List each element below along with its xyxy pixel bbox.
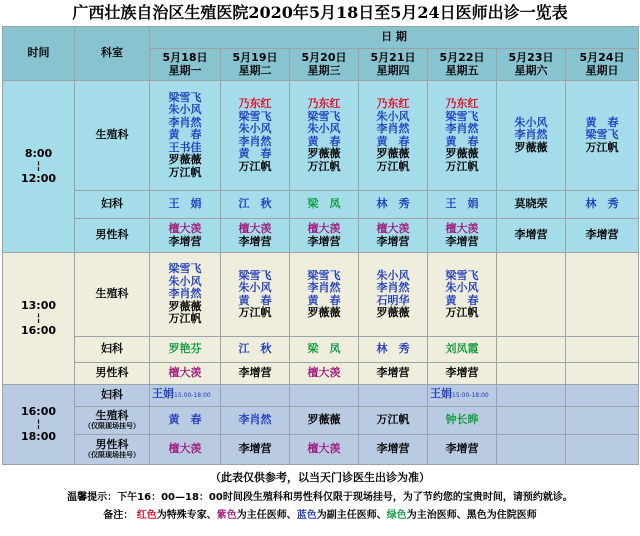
dept-gynecology: 妇科 <box>75 191 150 219</box>
legend-color-label: 黑色 <box>466 510 487 521</box>
doctor-name <box>428 343 496 356</box>
doctor-label: 刘凤霞 <box>445 342 479 356</box>
schedule-cell <box>566 363 639 385</box>
schedule-cell <box>566 385 639 407</box>
doctor-name <box>359 198 427 211</box>
doctor-label: 梁雪飞 <box>168 262 202 276</box>
doctor-name <box>290 161 358 174</box>
doctor-label: 李增营 <box>376 442 410 456</box>
doctor-label: 黄 春 <box>238 293 272 307</box>
schedule-cell <box>150 337 221 363</box>
doctor-label: 梁雪飞 <box>238 268 272 282</box>
day-header-2 <box>290 49 359 81</box>
doctor-label: 梁 凤 <box>307 342 341 356</box>
doctor-label: 乃东红 <box>238 97 272 110</box>
schedule-cell <box>221 385 290 407</box>
doctor-label: 李增营 <box>514 228 548 242</box>
dept-reproduction: 生殖科 <box>75 253 150 337</box>
doctor-label: 李增营 <box>307 234 341 248</box>
schedule-cell <box>359 191 428 219</box>
doctor-label: 万江帆 <box>168 165 202 179</box>
doctor-label: 黄 春 <box>445 134 479 148</box>
time-end: 12:00 <box>20 171 56 185</box>
doctor-label: 罗薇薇 <box>168 153 202 167</box>
day-header-1 <box>221 49 290 81</box>
schedule-cell <box>290 253 359 337</box>
schedule-cell <box>150 191 221 219</box>
doctor-name <box>497 142 565 155</box>
doctor-name <box>566 198 638 211</box>
schedule-cell <box>359 337 428 363</box>
doctor-label: 乃东红 <box>445 97 479 110</box>
doctor-label: 李增营 <box>168 234 202 248</box>
doctor-name <box>497 198 565 211</box>
day-header-4 <box>428 49 497 81</box>
doctor-label: 黄 春 <box>376 134 410 148</box>
time-start: 13:00 <box>20 298 56 312</box>
day-date: 5月20日 <box>301 51 347 64</box>
doctor-label: 李增营 <box>238 234 272 248</box>
doctor-label: 梁雪飞 <box>168 90 202 104</box>
doctor-label: 罗薇薇 <box>168 299 202 313</box>
doctor-name <box>359 443 427 456</box>
legend-suffix: 为住院医师 <box>486 510 537 521</box>
schedule-cell <box>150 385 221 407</box>
doctor-label: 檀大羡 <box>168 442 202 456</box>
doctor-label: 朱小风 <box>307 122 341 135</box>
day-date: 5月18日 <box>162 51 208 64</box>
schedule-cell <box>566 191 639 219</box>
legend-color-label: 绿色 <box>386 510 407 521</box>
schedule-cell <box>497 407 566 435</box>
schedule-cell <box>359 435 428 465</box>
schedule-cell <box>221 435 290 465</box>
doctor-label: 黄 春 <box>238 147 272 160</box>
schedule-cell <box>428 191 497 219</box>
schedule-cell <box>221 407 290 435</box>
doctor-name <box>359 343 427 356</box>
time-end: 18:00 <box>20 429 56 443</box>
doctor-label: 王 娟 <box>445 197 479 211</box>
dept-gynecology: 妇科 <box>75 385 150 407</box>
doctor-label: 李增营 <box>585 228 619 242</box>
doctor-name <box>428 388 496 403</box>
doctor-name <box>428 443 496 456</box>
day-weekday: 星期二 <box>238 63 272 77</box>
doctor-label: 黄 春 <box>168 413 202 427</box>
doctor-name <box>150 313 220 326</box>
schedule-cell <box>290 385 359 407</box>
doctor-name <box>221 198 289 211</box>
doctor-label: 黄 春 <box>168 128 202 142</box>
schedule-cell <box>566 337 639 363</box>
legend-suffix: 为特殊专家、 <box>156 510 217 521</box>
doctor-name <box>221 161 289 174</box>
doctor-label: 檀大羡 <box>307 366 341 380</box>
day-date: 5月23日 <box>508 51 554 64</box>
day-header-5 <box>497 49 566 81</box>
doctor-label: 檀大羡 <box>168 366 202 380</box>
schedule-cell <box>428 81 497 191</box>
doctor-label: 万江帆 <box>445 159 479 173</box>
doctor-name <box>150 236 220 249</box>
doctor-label: 李肖然 <box>445 122 479 135</box>
doctor-name <box>359 236 427 249</box>
doctor-label: 朱小风 <box>514 115 548 129</box>
schedule-cell <box>497 81 566 191</box>
doctor-name <box>428 307 496 320</box>
time-start: 8:00 <box>24 146 53 160</box>
doctor-label: 万江帆 <box>376 159 410 173</box>
doctor-label: 万江帆 <box>307 159 341 173</box>
time-sep: ¦ <box>36 311 41 325</box>
doctor-label: 罗薇薇 <box>376 306 410 319</box>
doctor-label: 朱小风 <box>168 103 202 117</box>
footer-tip: 温馨提示：下午16：00—18：00时间段生殖科和男性科仅限于现场挂号，为了节约您的宝贵时间，请预约就诊。 <box>67 492 573 503</box>
doctor-label: 李肖然 <box>376 281 410 294</box>
doctor-label: 檀大羡 <box>307 222 341 235</box>
schedule-cell <box>150 363 221 385</box>
dept-gynecology: 妇科 <box>75 337 150 363</box>
doctor-name <box>290 198 358 211</box>
doctor-label: 罗薇薇 <box>514 140 548 154</box>
day-weekday: 星期五 <box>445 63 479 77</box>
doctor-name <box>428 198 496 211</box>
day-date: 5月21日 <box>370 51 416 64</box>
doctor-label: 罗薇薇 <box>307 306 341 319</box>
doctor-label: 梁雪飞 <box>585 128 619 142</box>
schedule-cell <box>428 219 497 253</box>
schedule-cell <box>497 191 566 219</box>
doctor-label: 檀大羡 <box>168 222 202 235</box>
day-weekday: 星期一 <box>168 63 202 77</box>
doctor-label: 罗薇薇 <box>445 147 479 160</box>
schedule-cell <box>359 253 428 337</box>
doctor-label: 梁雪飞 <box>445 109 479 123</box>
doctor-label: 黄 春 <box>585 115 619 129</box>
legend-color-label: 红色 <box>136 510 157 521</box>
footer-note: （此表仅供参考，以当天门诊医生出诊为准） <box>210 471 430 484</box>
time-morning <box>3 81 75 253</box>
doctor-label: 李增营 <box>445 234 479 248</box>
doctor-name <box>566 229 638 242</box>
doctor-label: 李肖然 <box>238 413 272 427</box>
dept-label: 男性科 <box>95 437 129 451</box>
schedule-cell <box>428 435 497 465</box>
doctor-name <box>428 161 496 174</box>
doctor-label: 万江帆 <box>238 306 272 319</box>
schedule-cell <box>290 81 359 191</box>
doctor-label: 梁雪飞 <box>307 109 341 123</box>
schedule-cell <box>566 435 639 465</box>
dept-andrology <box>75 435 150 465</box>
time-sep: ¦ <box>36 159 41 173</box>
schedule-cell <box>359 81 428 191</box>
doctor-label: 黄 春 <box>445 293 479 307</box>
doctor-name <box>290 443 358 456</box>
doctor-label: 檀大羡 <box>307 442 341 456</box>
doctor-label: 罗薇薇 <box>376 147 410 160</box>
doctor-label: 王娟 <box>430 387 452 401</box>
legend-color-label: 蓝色 <box>296 510 317 521</box>
doctor-label: 朱小风 <box>238 281 272 294</box>
footer-legend <box>0 507 640 525</box>
doctor-name <box>221 307 289 320</box>
doctor-name <box>566 142 638 155</box>
doctor-label: 梁雪飞 <box>307 268 341 282</box>
time-sep: ¦ <box>36 417 41 431</box>
time-end: 16:00 <box>20 323 56 337</box>
doctor-label: 莫晓荣 <box>514 197 548 211</box>
doctor-label: 万江帆 <box>376 413 410 427</box>
doctor-label: 朱小风 <box>376 109 410 123</box>
doctor-name <box>290 343 358 356</box>
doctor-label: 乃东红 <box>376 97 410 110</box>
doctor-label: 李肖然 <box>168 287 202 301</box>
schedule-cell <box>290 407 359 435</box>
schedule-cell <box>150 81 221 191</box>
time-header: 时间 <box>3 27 75 81</box>
doctor-time: 15:00-18:00 <box>174 392 211 400</box>
schedule-cell <box>428 253 497 337</box>
day-header-6 <box>566 49 639 81</box>
doctor-label: 李增营 <box>376 234 410 248</box>
schedule-cell <box>221 219 290 253</box>
doctor-name <box>497 229 565 242</box>
doctor-label: 李增营 <box>445 366 479 380</box>
doctor-label: 万江帆 <box>445 306 479 319</box>
schedule-cell <box>221 363 290 385</box>
schedule-cell <box>221 337 290 363</box>
doctor-name <box>359 414 427 427</box>
doctor-name <box>359 307 427 320</box>
day-weekday: 星期日 <box>585 63 619 77</box>
schedule-cell <box>290 363 359 385</box>
time-evening <box>3 385 75 465</box>
schedule-cell <box>150 435 221 465</box>
day-header-3 <box>359 49 428 81</box>
schedule-cell <box>497 385 566 407</box>
doctor-label: 罗艳芬 <box>168 342 202 356</box>
doctor-label: 檀大羡 <box>445 222 479 235</box>
doctor-label: 李增营 <box>445 442 479 456</box>
doctor-name <box>290 367 358 380</box>
doctor-time: 15:00-18:00 <box>452 392 489 400</box>
day-date: 5月24日 <box>579 51 625 64</box>
doctor-label: 王书佳 <box>168 140 202 154</box>
doctor-label: 李增营 <box>238 442 272 456</box>
legend-suffix: 为副主任医师、 <box>316 510 387 521</box>
doctor-label: 李肖然 <box>238 134 272 148</box>
doctor-label: 江 秋 <box>238 197 272 211</box>
day-date: 5月19日 <box>232 51 278 64</box>
schedule-cell <box>290 337 359 363</box>
doctor-name <box>359 367 427 380</box>
doctor-name <box>428 414 496 427</box>
doctor-label: 李肖然 <box>307 281 341 294</box>
doctor-name <box>150 443 220 456</box>
schedule-cell <box>359 407 428 435</box>
doctor-label: 钟长晔 <box>445 413 479 427</box>
legend-suffix: 为主治医师、 <box>406 510 467 521</box>
doctor-name <box>428 236 496 249</box>
schedule-cell <box>221 191 290 219</box>
doctor-label: 罗薇薇 <box>307 147 341 160</box>
doctor-label: 朱小风 <box>168 274 202 288</box>
doctor-name <box>221 414 289 427</box>
date-group-header: 日 期 <box>150 27 639 49</box>
doctor-label: 石明华 <box>376 293 410 307</box>
day-header-0 <box>150 49 221 81</box>
legend-color-label: 紫色 <box>216 510 237 521</box>
schedule-cell <box>566 407 639 435</box>
doctor-name <box>428 367 496 380</box>
doctor-label: 檀大羡 <box>376 222 410 235</box>
schedule-cell <box>566 219 639 253</box>
schedule-cell <box>150 407 221 435</box>
dept-andrology: 男性科 <box>75 219 150 253</box>
doctor-label: 罗薇薇 <box>307 413 341 427</box>
schedule-cell <box>290 219 359 253</box>
doctor-label: 李增营 <box>376 366 410 380</box>
schedule-cell <box>428 363 497 385</box>
doctor-name <box>150 388 220 403</box>
doctor-name <box>221 367 289 380</box>
dept-sub: （仅限现场挂号） <box>84 451 140 460</box>
doctor-label: 李肖然 <box>514 128 548 142</box>
schedule-cell <box>359 385 428 407</box>
doctor-label: 万江帆 <box>238 159 272 173</box>
day-weekday: 星期六 <box>514 63 548 77</box>
doctor-label: 乃东红 <box>307 97 341 110</box>
doctor-label: 黄 春 <box>307 134 341 148</box>
doctor-name <box>150 198 220 211</box>
day-date: 5月22日 <box>439 51 485 64</box>
doctor-name <box>150 167 220 180</box>
schedule-table <box>2 26 639 465</box>
doctor-label: 王 娟 <box>168 197 202 211</box>
schedule-cell <box>566 81 639 191</box>
doctor-name <box>221 443 289 456</box>
doctor-name <box>290 307 358 320</box>
doctor-label: 梁 凤 <box>307 197 341 211</box>
doctor-label: 江 秋 <box>238 342 272 356</box>
doctor-label: 李肖然 <box>376 122 410 135</box>
doctor-label: 万江帆 <box>585 140 619 154</box>
doctor-label: 朱小风 <box>376 268 410 282</box>
doctor-name <box>150 367 220 380</box>
doctor-label: 林 秀 <box>376 342 410 356</box>
schedule-cell <box>497 219 566 253</box>
doctor-label: 林 秀 <box>585 197 619 211</box>
doctor-label: 万江帆 <box>168 312 202 326</box>
schedule-cell <box>497 363 566 385</box>
dept-reproduction <box>75 407 150 435</box>
schedule-cell <box>497 337 566 363</box>
schedule-cell <box>497 435 566 465</box>
doctor-label: 黄 春 <box>307 293 341 307</box>
time-start: 16:00 <box>20 404 56 418</box>
schedule-cell <box>566 253 639 337</box>
dept-andrology: 男性科 <box>75 363 150 385</box>
doctor-label: 林 秀 <box>376 197 410 211</box>
doctor-label: 檀大羡 <box>238 222 272 235</box>
schedule-cell <box>290 435 359 465</box>
doctor-name <box>150 343 220 356</box>
schedule-cell <box>428 385 497 407</box>
schedule-cell <box>150 219 221 253</box>
page-title: 广西壮族自治区生殖医院2020年5月18日至5月24日医师出诊一览表 <box>72 3 568 22</box>
doctor-label: 王娟 <box>152 387 174 401</box>
doctor-name <box>290 414 358 427</box>
doctor-label: 朱小风 <box>445 281 479 294</box>
dept-label: 生殖科 <box>95 408 129 422</box>
doctor-label: 李肖然 <box>168 115 202 129</box>
schedule-cell <box>290 191 359 219</box>
schedule-cell <box>150 253 221 337</box>
doctor-label: 梁雪飞 <box>238 109 272 123</box>
schedule-cell <box>221 81 290 191</box>
schedule-cell <box>428 407 497 435</box>
schedule-cell <box>497 253 566 337</box>
day-weekday: 星期四 <box>376 63 410 77</box>
doctor-name <box>150 414 220 427</box>
dept-sub: （仅限现场挂号） <box>84 422 140 431</box>
doctor-label: 梁雪飞 <box>445 268 479 282</box>
doctor-name <box>221 236 289 249</box>
day-weekday: 星期三 <box>307 63 341 77</box>
doctor-name <box>221 343 289 356</box>
legend-suffix: 为主任医师、 <box>236 510 297 521</box>
dept-reproduction: 生殖科 <box>75 81 150 191</box>
doctor-name <box>290 236 358 249</box>
doctor-name <box>359 161 427 174</box>
legend-prefix: 备注： <box>103 510 134 521</box>
time-afternoon <box>3 253 75 385</box>
schedule-cell <box>359 219 428 253</box>
schedule-cell <box>428 337 497 363</box>
doctor-label: 朱小风 <box>238 122 272 135</box>
schedule-cell <box>221 253 290 337</box>
dept-header: 科室 <box>75 27 150 81</box>
schedule-cell <box>359 363 428 385</box>
doctor-label: 李增营 <box>238 366 272 380</box>
